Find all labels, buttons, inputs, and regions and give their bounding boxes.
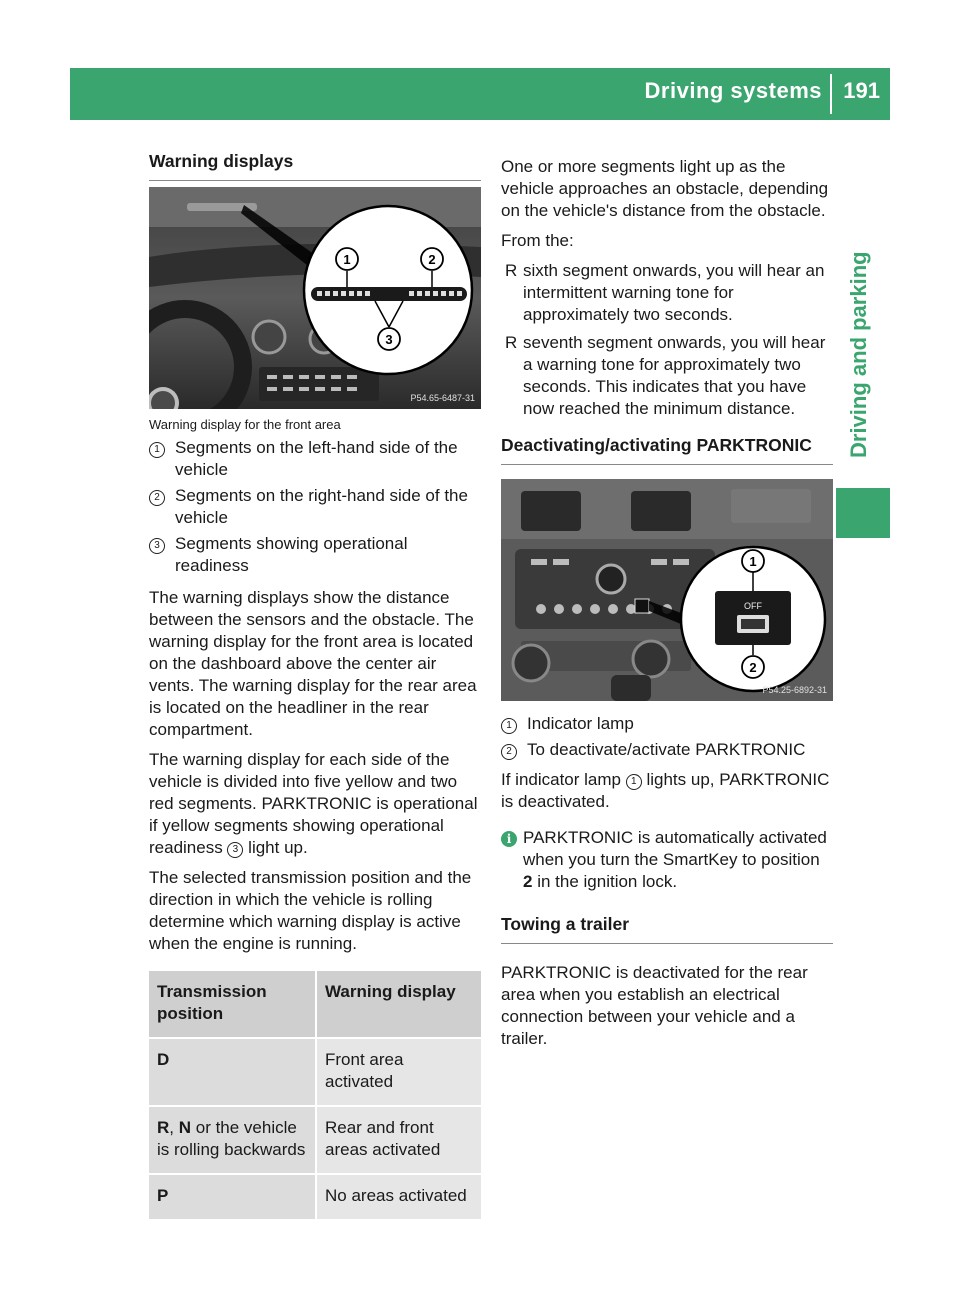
table-header: Warning display bbox=[315, 971, 481, 1039]
cell-bold: D bbox=[157, 1050, 170, 1069]
side-tab-label: Driving and parking bbox=[846, 251, 871, 458]
legend-text: Segments on the left-hand side of the vehicle bbox=[175, 438, 458, 479]
info-text-bold: 2 bbox=[523, 872, 533, 891]
callout-3-label: 3 bbox=[385, 332, 393, 347]
legend-number: 2 bbox=[149, 490, 165, 506]
table-row bbox=[149, 1039, 481, 1107]
paragraph-text: The warning display for each side of the vehicle is divided into five yellow and two red segments. PARKTRONIC is operational if yellow segments showing operational readiness bbox=[149, 750, 478, 857]
paragraph: One or more segments light up as the vehicle approaches an obstacle, depending on the vehicle's distance from the obstacle. bbox=[501, 157, 829, 220]
table-cell: No areas activated bbox=[315, 1175, 481, 1221]
figure-front-warning-display bbox=[149, 187, 481, 409]
legend-text: Segments on the right-hand side of the vehicle bbox=[175, 486, 468, 527]
transmission-table bbox=[149, 971, 481, 1221]
table-header: Transmission position bbox=[149, 971, 315, 1039]
paragraph-text: lights up, PARKTRONIC is deactivated. bbox=[501, 770, 830, 811]
legend-number: 1 bbox=[501, 718, 517, 734]
bullet-mark: R bbox=[505, 333, 518, 352]
figure-caption: Warning display for the front area bbox=[149, 417, 341, 432]
inline-ref-1: 1 bbox=[626, 774, 642, 790]
paragraph bbox=[501, 769, 833, 813]
callout-1-label: 1 bbox=[749, 554, 757, 569]
info-text bbox=[523, 827, 833, 893]
cell-bold: N bbox=[178, 1118, 192, 1137]
paragraph: The warning displays show the distance between the sensors and the obstacle. The warning display for the front area is located on the dashboard above the center air vents. The warning display for the rear area is located on the headliner in the rear compartment. bbox=[149, 588, 477, 739]
list-item-text: sixth segment onwards, you will hear an intermittent warning tone for approximately two seconds. bbox=[523, 261, 825, 324]
paragraph: From the: bbox=[501, 231, 574, 250]
legend-item bbox=[501, 739, 833, 761]
paragraph-text: light up. bbox=[243, 838, 308, 857]
legend-item bbox=[149, 485, 481, 529]
table-cell bbox=[149, 1175, 315, 1221]
button-label: OFF bbox=[744, 601, 762, 611]
right-column bbox=[501, 156, 833, 1058]
section-heading-towing: Towing a trailer bbox=[501, 913, 833, 944]
legend-item bbox=[149, 437, 481, 481]
info-text-part: PARKTRONIC is automatically activated when you turn the SmartKey to position bbox=[523, 828, 827, 869]
table-cell: Rear and front areas activated bbox=[315, 1107, 481, 1175]
paragraph: PARKTRONIC is deactivated for the rear area when you establish an electrical connection between your vehicle and a trailer. bbox=[501, 963, 808, 1048]
paragraph-text: If indicator lamp bbox=[501, 770, 626, 789]
legend-text: To deactivate/activate PARKTRONIC bbox=[527, 740, 806, 759]
info-text-part: in the ignition lock. bbox=[532, 872, 678, 891]
info-note bbox=[501, 827, 833, 893]
legend-text: Segments showing operational readiness bbox=[175, 534, 408, 575]
page-header bbox=[70, 68, 890, 120]
list-item bbox=[501, 260, 833, 326]
page-number: 191 bbox=[843, 78, 880, 103]
section-heading-warning-displays: Warning displays bbox=[149, 150, 481, 181]
table-cell bbox=[149, 1039, 315, 1107]
inline-ref-3: 3 bbox=[227, 842, 243, 858]
table-cell: Front area activated bbox=[315, 1039, 481, 1107]
figure-code: P54.65-6487-31 bbox=[410, 393, 475, 403]
legend-item bbox=[501, 713, 833, 735]
legend-item bbox=[149, 533, 481, 577]
callout-2-label: 2 bbox=[428, 252, 436, 267]
header-title: Driving systems bbox=[644, 78, 822, 103]
cell-bold: R bbox=[157, 1118, 170, 1137]
legend-number: 3 bbox=[149, 538, 165, 554]
figure-code: P54.25-6892-31 bbox=[762, 685, 827, 695]
callout-2-label: 2 bbox=[749, 660, 757, 675]
paragraph bbox=[149, 749, 481, 859]
figure-parktronic-button bbox=[501, 479, 833, 701]
section-heading-parktronic: Deactivating/activating PARKTRONIC bbox=[501, 434, 833, 465]
table-header-row bbox=[149, 971, 481, 1039]
cell-text: , bbox=[169, 1118, 179, 1137]
paragraph: The selected transmission position and the direction in which the vehicle is rolling determine which warning display is active when the engine is running. bbox=[149, 868, 472, 953]
legend-number: 2 bbox=[501, 744, 517, 760]
info-icon: i bbox=[501, 831, 517, 847]
callout-1-label: 1 bbox=[343, 252, 351, 267]
legend-text: Indicator lamp bbox=[527, 714, 634, 733]
header-divider bbox=[830, 74, 832, 114]
cell-text: or the vehicle is rolling backwards bbox=[157, 1118, 306, 1159]
legend-number: 1 bbox=[149, 442, 165, 458]
table-row bbox=[149, 1175, 481, 1221]
side-tab-marker bbox=[836, 488, 890, 538]
table-cell bbox=[149, 1107, 315, 1175]
list-item-text: seventh segment onwards, you will hear a warning tone for approximately two seconds. This indicates that you have now reached the minimum distance. bbox=[523, 333, 826, 418]
list-item bbox=[501, 332, 833, 420]
cell-bold: P bbox=[157, 1186, 169, 1205]
bullet-mark: R bbox=[505, 261, 518, 280]
left-column bbox=[149, 150, 481, 1221]
table-row bbox=[149, 1107, 481, 1175]
